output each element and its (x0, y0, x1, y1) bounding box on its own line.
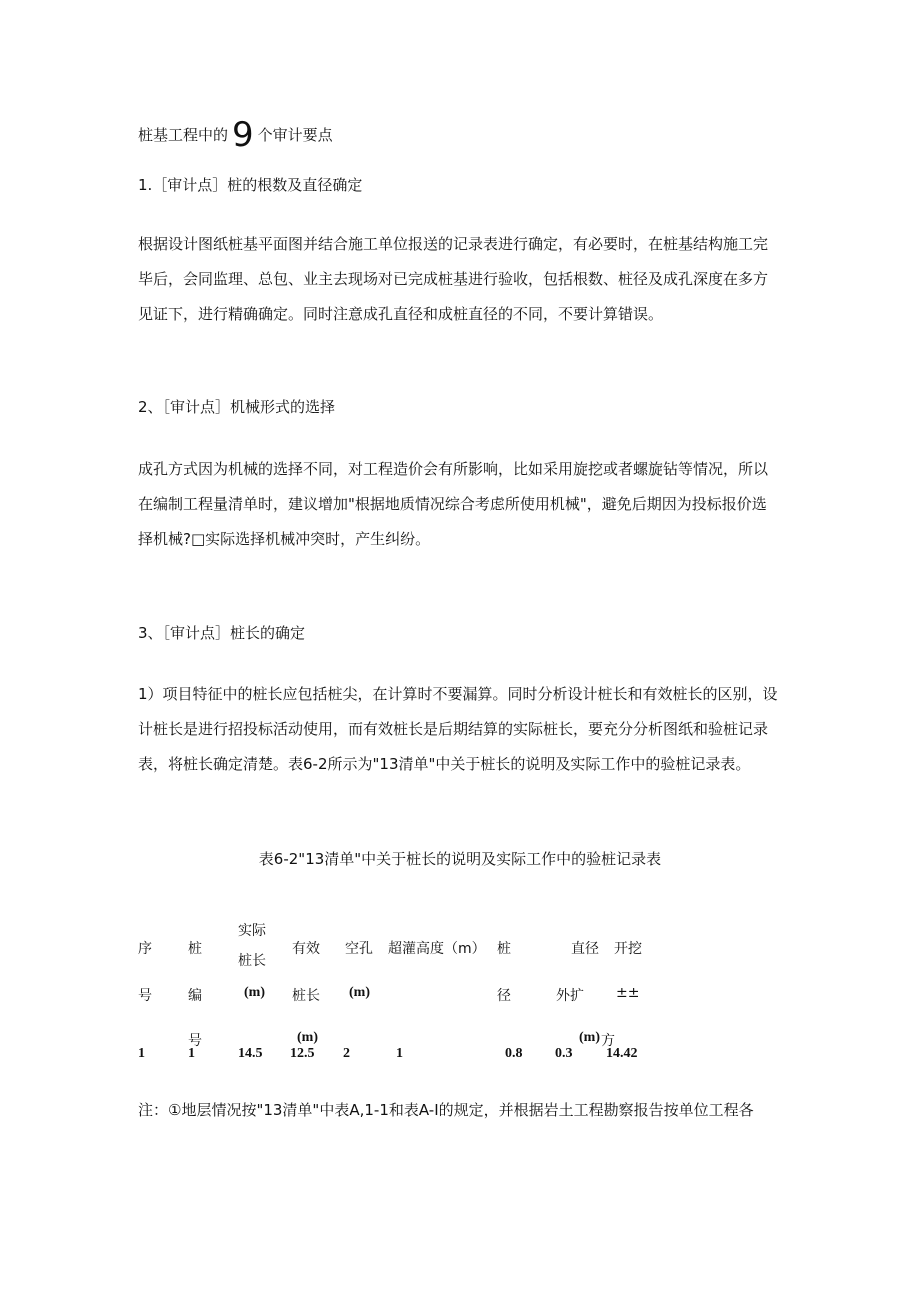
table-cell: 1 (138, 1046, 145, 1061)
document-title (138, 115, 333, 155)
table-cell: 14.5 (238, 1046, 263, 1061)
title-suffix: 个审计要点 (257, 126, 333, 144)
header-pile-no: 桩 (188, 941, 202, 957)
section-heading-2: 2、［审计点］机械形式的选择 (138, 398, 336, 416)
title-prefix: 桩基工程中的 (138, 126, 229, 144)
table-cell: 12.5 (290, 1046, 315, 1061)
header-pile-no: 号 (188, 1033, 202, 1049)
header-diameter: 径 (497, 988, 511, 1004)
header-effective-length: 桩长 (292, 988, 320, 1004)
paragraph-line: 择机械?□实际选择机械冲突时，产生纠纷。 (138, 530, 431, 548)
header-diameter-expansion: 直径 (571, 941, 599, 957)
paragraph-line: 根据设计图纸桩基平面图并结合施工单位报送的记录表进行确定，有必要时，在桩基结构施工完 (138, 235, 769, 253)
paragraph-line: 计桩长是进行招投标活动使用，而有效桩长是后期结算的实际桩长，要充分分析图纸和验桩记录 (138, 720, 769, 738)
title-number: 9 (232, 115, 254, 155)
header-empty-hole: (m) (349, 985, 370, 1000)
paragraph-2 (138, 452, 790, 557)
header-excavation: 方 (601, 1033, 615, 1049)
paragraph-line: 在编制工程量清单时，建议增加"根据地质情况综合考虑所使用机械"，避免后期因为投标报价选 (138, 495, 767, 513)
header-effective-length: 有效 (292, 941, 320, 957)
table-cell: 1 (188, 1046, 195, 1061)
header-pile-no: 编 (188, 988, 202, 1004)
table-cell: 0.8 (505, 1046, 523, 1061)
header-over-pour: 超灌高度（m） (388, 941, 486, 957)
header-seq: 序 (138, 941, 152, 957)
paragraph-1 (138, 227, 790, 332)
header-diameter: 桩 (497, 941, 511, 957)
header-actual-length: (m) (244, 985, 265, 1000)
table-title: 表6-2"13清单"中关于桩长的说明及实际工作中的验桩记录表 (258, 850, 662, 868)
header-seq: 号 (138, 988, 152, 1004)
header-effective-length: (m) (297, 1030, 318, 1045)
table-note: 注：①地层情况按"13清单"中表A,1-1和表A-I的规定，并根据岩土工程勘察报告按单位工程各 (138, 1101, 754, 1119)
paragraph-line: 成孔方式因为机械的选择不同，对工程造价会有所影响，比如采用旋挖或者螺旋钻等情况，所以 (138, 460, 769, 478)
section-heading-3: 3、［审计点］桩长的确定 (138, 624, 306, 642)
header-diameter-expansion: (m) (579, 1030, 600, 1045)
paragraph-line: 见证下，进行精确确定。同时注意成孔直径和成桩直径的不同，不要计算错误。 (138, 305, 664, 323)
paragraph-line: 毕后，会同监理、总包、业主去现场对已完成桩基进行验收，包括根数、桩径及成孔深度在多方 (138, 270, 769, 288)
table-cell: 1 (396, 1046, 403, 1061)
paragraph-3 (138, 677, 790, 782)
paragraph-line: 表，将桩长确定清楚。表6-2所示为"13清单"中关于桩长的说明及实际工作中的验桩记录表。 (138, 755, 751, 773)
header-excavation: ±± (616, 985, 640, 1001)
header-diameter-expansion: 外扩 (556, 988, 584, 1004)
section-heading-1: 1.［审计点］桩的根数及直径确定 (138, 176, 363, 194)
table-cell: 2 (343, 1046, 350, 1061)
header-actual-length: 实际 (238, 923, 266, 939)
header-empty-hole: 空孔 (345, 941, 373, 957)
paragraph-line: 1）项目特征中的桩长应包括桩尖，在计算时不要漏算。同时分析设计桩长和有效桩长的区别，设 (138, 685, 778, 703)
header-excavation: 开挖 (614, 941, 642, 957)
table-cell: 0.3 (555, 1046, 573, 1061)
header-actual-length: 桩长 (238, 953, 266, 969)
table-cell: 14.42 (606, 1046, 638, 1061)
